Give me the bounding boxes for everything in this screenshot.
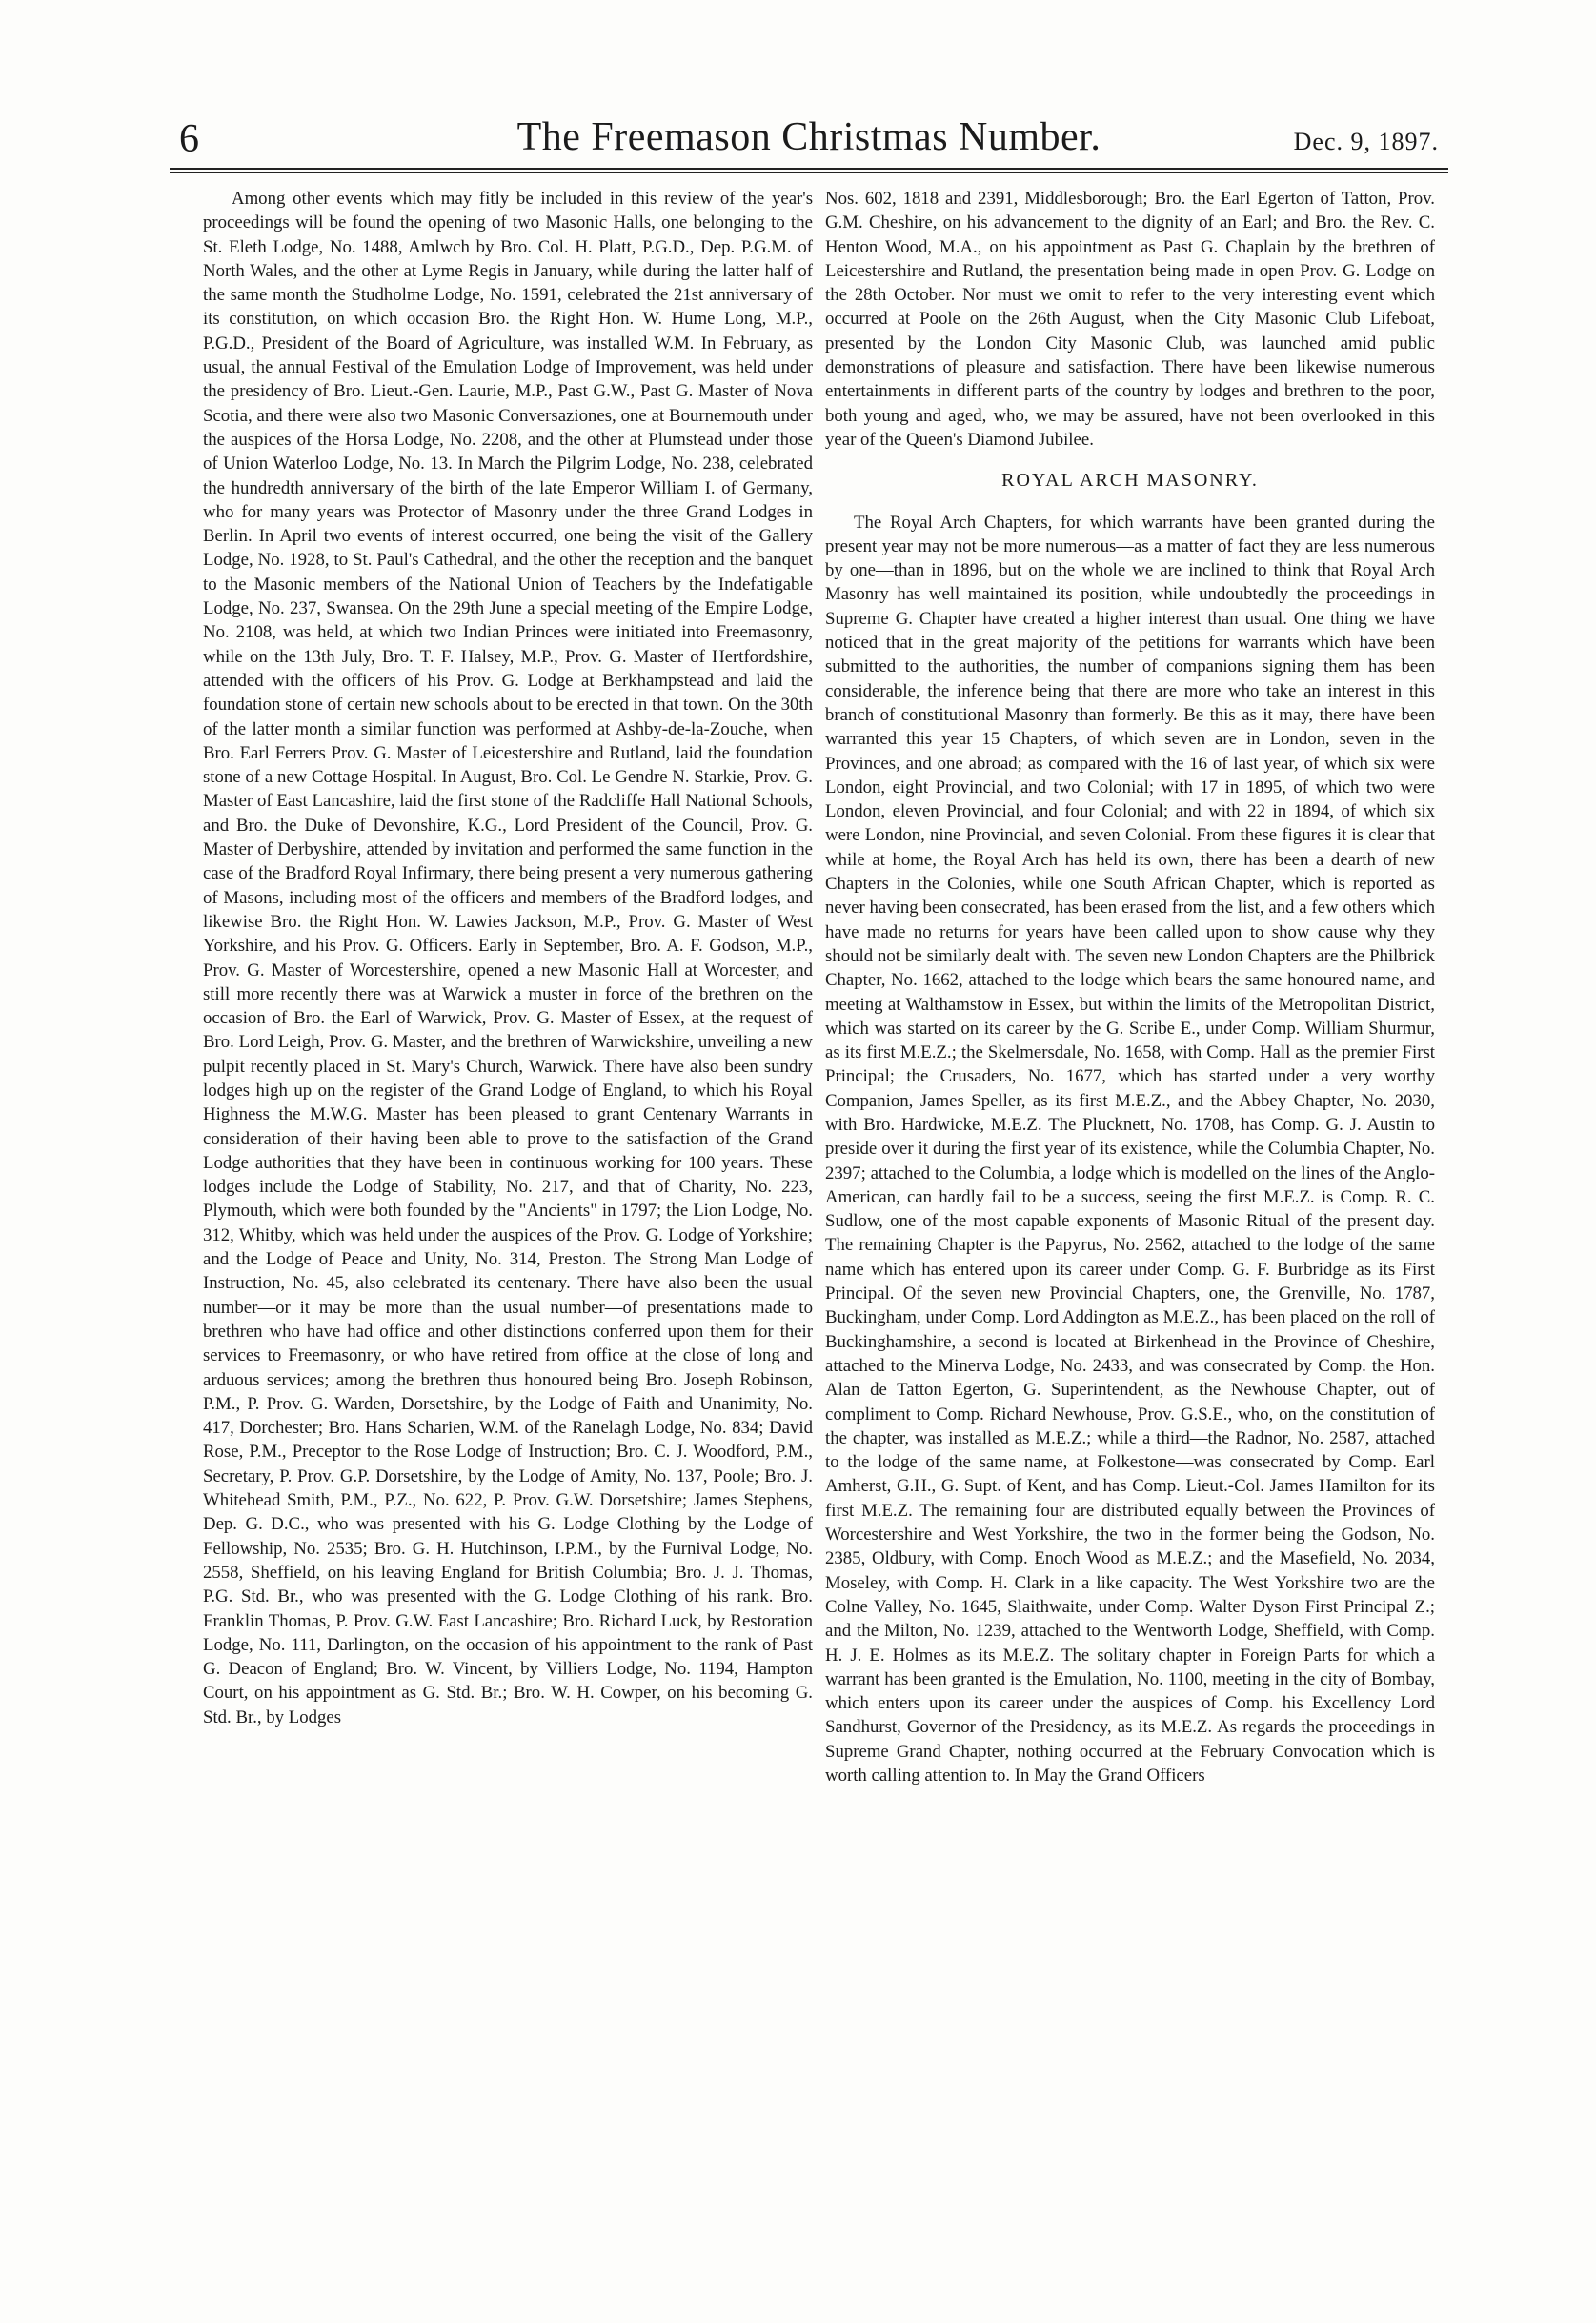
page-number: 6 [179, 117, 199, 161]
page-header [170, 112, 1448, 172]
section-heading: ROYAL ARCH MASONRY. [1001, 470, 1259, 492]
article-paragraph: Among other events which may fitly be included in this review of the year's proceedings will be found the opening of two Masonic Halls, one belonging to the St. Eleth Lodge, No. 1488, Amlwch by Bro. Col. H. Platt, P.G.D., Dep. P.G.M. of North Wales, and the other at Lyme Regis in January, while during the latter half of the same month the Studholme Lodge, No. 1591, celebrated the 21st anniversary of its constitution, on which occasion Bro. the Right Hon. W. Hume Long, M.P., P.G.D., President of the Board of Agriculture, was installed W.M. In February, as usual, the annual Festival of the Emulation Lodge of Improvement, was held under the presidency of Bro. Lieut.-Gen. Laurie, M.P., Past G.W., Past G. Master of Nova Scotia, and there were also two Masonic Conversaziones, one at Bournemouth under the auspices of the Horsa Lodge, No. 2208, and the other at Plumstead under those of Union Waterloo Lodge, No. 13. In March the Pilgrim Lodge, No. 238, celebrated the hundredth anniversary of the birth of the late Emperor William I. of Germany, who for many years was Protector of Masonry under the three Grand Lodges in Berlin. In April two events of interest occurred, one being the visit of the Gallery Lodge, No. 1928, to St. Paul's Cathedral, and the other the reception and the banquet to the Masonic members of the National Union of Teachers by the Indefatigable Lodge, No. 237, Swansea. On the 29th June a special meeting of the Empire Lodge, No. 2108, was held, at which two Indian Princes were initiated into Freemasonry, while on the 13th July, Bro. T. F. Halsey, M.P., Prov. G. Master of Hertfordshire, attended with the officers of his Prov. G. Lodge at Berkhampstead and laid the foundation stone of certain new schools about to be erected in that town. On the 30th of the latter month a similar function was performed at Ashby-de-la-Zouche, when Bro. Earl Ferrers Prov. G. Master of Leicestershire and Rutland, laid the foundation stone of a new Cottage Hospital. In August, Bro. Col. Le Gendre N. Starkie, Prov. G. Master of East Lancashire, laid the first stone of the Radcliffe Hall National Schools, and Bro. the Duke of Devonshire, K.G., Lord President of the Council, Prov. G. Master of Derbyshire, attended by invitation and performed the same function in the case of the Bradford Royal Infirmary, there being present a very numerous gathering of Masons, including most of the officers and members of the Bradford lodges, and likewise Bro. the Right Hon. W. Lawies Jackson, M.P., Prov. G. Master of West Yorkshire, and his Prov. G. Officers. Early in September, Bro. A. F. Godson, M.P., Prov. G. Master of Worcestershire, opened a new Masonic Hall at Worcester, and still more recently there was at Warwick a muster in force of the brethren on the occasion of Bro. the Earl of Warwick, Prov. G. Master of Essex, at the request of Bro. Lord Leigh, Prov. G. Master, and the brethren of Warwickshire, unveiling a new pulpit recently placed in St. Mary's Church, Warwick. There have also been sundry lodges high up on the register of the Grand Lodge of England, to which his Royal Highness the M.W.G. Master has been pleased to grant Centenary Warrants in consideration of their having been able to prove to the satisfaction of the Grand Lodge authorities that they have been in continuous working for 100 years. These lodges include the Lodge of Stability, No. 217, and that of Charity, No. 223, Plymouth, which were both founded by the "Ancients" in 1797; the Lion Lodge, No. 312, Whitby, which was held under the auspices of the Prov. G. Lodge of Yorkshire; and the Lodge of Peace and Unity, No. 314, Preston. The Strong Man Lodge of Instruction, No. 45, also celebrated its centenary. There have also been the usual number—or it may be more than the usual number—of presentations made to brethren who have had office and other distinctions conferred upon them for their services to Freemasonry, or who have retired from office at the close of long and arduous services; among the brethren thus honoured being Bro. Joseph Robinson, P.M., P. Prov. G. Warden, Dorsetshire, by the Lodge of Faith and Unanimity, No. 417, Dorchester; Bro. Hans Scharien, W.M. of the Ranelagh Lodge, No. 834; David Rose, P.M., Preceptor to the Rose Lodge of Instruction; Bro. C. J. Woodford, P.M., Secretary, P. Prov. G.P. Dorsetshire, by the Lodge of Amity, No. 137, Poole; Bro. J. Whitehead Smith, P.M., P.Z., No. 622, P. Prov. G.W. Dorsetshire; James Stephens, Dep. G. D.C., who was presented with his G. Lodge Clothing by the Lodge of Fellowship, No. 2535; Bro. G. H. Hutchinson, I.P.M., by the Furnival Lodge, No. 2558, Sheffield, on his leaving England for British Columbia; Bro. J. J. Thomas, P.G. Std. Br., who was presented with the G. Lodge Clothing of his rank. Bro. Franklin Thomas, P. Prov. G.W. East Lancashire; Bro. Richard Luck, by Restoration Lodge, No. 111, Darlington, on the occasion of his appointment to the rank of Past G. Deacon of England; Bro. W. Vincent, by Villiers Lodge, No. 1194, Hampton Court, on his appointment as G. Std. Br.; Bro. W. H. Cowper, on his becoming G. Std. Br., by Lodges [203, 189, 813, 1727]
issue-date: Dec. 9, 1897. [1293, 128, 1439, 155]
article-paragraph-continued: Nos. 602, 1818 and 2391, Middlesborough; Bro. the Earl Egerton of Tatton, Prov. G.M. Cheshire, on his advancement to the dignity of an Earl; and Bro. the Rev. C. Henton Wood, M.A., on his appointment as Past G. Chaplain by the brethren of Leicestershire and Rutland, the presentation being made in open Prov. G. Lodge on the 28th October. Nor must we omit to refer to the very interesting event which occurred at Poole on the 26th August, when the City Masonic Club Lifeboat, presented by the London City Masonic Club, was launched amid public demonstrations of pleasure and satisfaction. There have been likewise numerous entertainments in different parts of the country by lodges and brethren to the poor, both young and aged, who, we may be assured, have not been overlooked in this year of the Queen's Diamond Jubilee. [825, 189, 1435, 450]
publication-title: The Freemason Christmas Number. [516, 115, 1101, 159]
right-column [825, 187, 1435, 2245]
header-rule-thin [170, 172, 1448, 173]
left-column [203, 187, 813, 2245]
section-paragraph: The Royal Arch Chapters, for which warrants have been granted during the present year may not be more numerous—as a matter of fact they are less numerous by one—than in 1896, but on the whole we are inclined to think that Royal Arch Masonry has well maintained its position, while undoubtedly the proceedings in Supreme G. Chapter have created a higher interest than usual. One thing we have noticed that in the great majority of the petitions for warrants which have been submitted to the authorities, the number of companions signing them has been considerable, the inference being that there are more who take an interest in this branch of constitutional Masonry than formerly. Be this as it may, there have been warranted this year 15 Chapters, of which seven are in London, seven in the Provinces, and one abroad; as compared with the 16 of last year, of which six were London, eight Provincial, and two Colonial; with 17 in 1895, of which two were London, eleven Provincial, and four Colonial; and with 22 in 1894, of which six were London, nine Provincial, and seven Colonial. From these figures it is clear that while at home, the Royal Arch has held its own, there has been a dearth of new Chapters in the Colonies, while one South African Chapter, which is reported as never having been consecrated, has been erased from the list, and a few others which have made no returns for years have been called upon to show cause why they should not be similarly dealt with. The seven new London Chapters are the Philbrick Chapter, No. 1662, attached to the lodge which bears the same honoured name, and meeting at Walthamstow in Essex, but within the limits of the Metropolitan District, which was started on its career by the G. Scribe E., under Comp. William Shurmur, as its first M.E.Z.; the Skelmersdale, No. 1658, with Comp. Hall as the premier First Principal; the Crusaders, No. 1677, which has started under a very worthy Companion, James Speller, as its first M.E.Z., and the Abbey Chapter, No. 2030, with Bro. Hardwicke, M.E.Z. The Plucknett, No. 1708, has Comp. G. J. Austin to preside over it during the first year of its existence, while the Columbia Chapter, No. 2397; attached to the Columbia, a lodge which is modelled on the lines of the Anglo-American, can hardly fail to be a success, seeing the first M.E.Z. is Comp. R. C. Sudlow, one of the most capable exponents of Masonic Ritual of the present day. The remaining Chapter is the Papyrus, No. 2562, attached to the lodge of the same name which has entered upon its career under Comp. G. F. Burbridge as its First Principal. Of the seven new Provincial Chapters, one, the Grenville, No. 1787, Buckingham, under Comp. Lord Addington as M.E.Z., has been placed on the roll of Buckinghamshire, a second is located at Birkenhead in the Province of Cheshire, attached to the Minerva Lodge, No. 2433, and was consecrated by Comp. the Hon. Alan de Tatton Egerton, G. Superintendent, as the Newhouse Chapter, out of compliment to Comp. Richard Newhouse, Prov. G.S.E., who, on the constitution of the chapter, was installed as M.E.Z.; while a third—the Radnor, No. 2587, attached to the lodge of the same name, at Folkestone—was consecrated by Comp. Earl Amherst, G.H., G. Supt. of Kent, and has Comp. Lieut.-Col. James Hamilton for its first M.E.Z. The remaining four are distributed equally between the Provinces of Worcestershire and West Yorkshire, the two in the former being the Godson, No. 2385, Oldbury, with Comp. Enoch Wood as M.E.Z.; and the Masefield, No. 2034, Moseley, with Comp. H. Clark in a like capacity. The West Yorkshire two are the Colne Valley, No. 1645, Slaithwaite, under Comp. Walter Dyson First Principal Z.; and the Milton, No. 1239, attached to the Wentworth Lodge, Sheffield, with Comp. H. J. E. Holmes as its M.E.Z. The solitary chapter in Foreign Parts for which a warrant has been granted is the Emulation, No. 1100, meeting in the city of Bombay, which enters upon its career under the auspices of Comp. his Excellency Lord Sandhurst, Governor of the Presidency, as its M.E.Z. As regards the proceedings in Supreme Grand Chapter, nothing occurred at the February Convocation which is worth calling attention to. In May the Grand Officers [825, 512, 1435, 1786]
header-rule [170, 168, 1448, 170]
